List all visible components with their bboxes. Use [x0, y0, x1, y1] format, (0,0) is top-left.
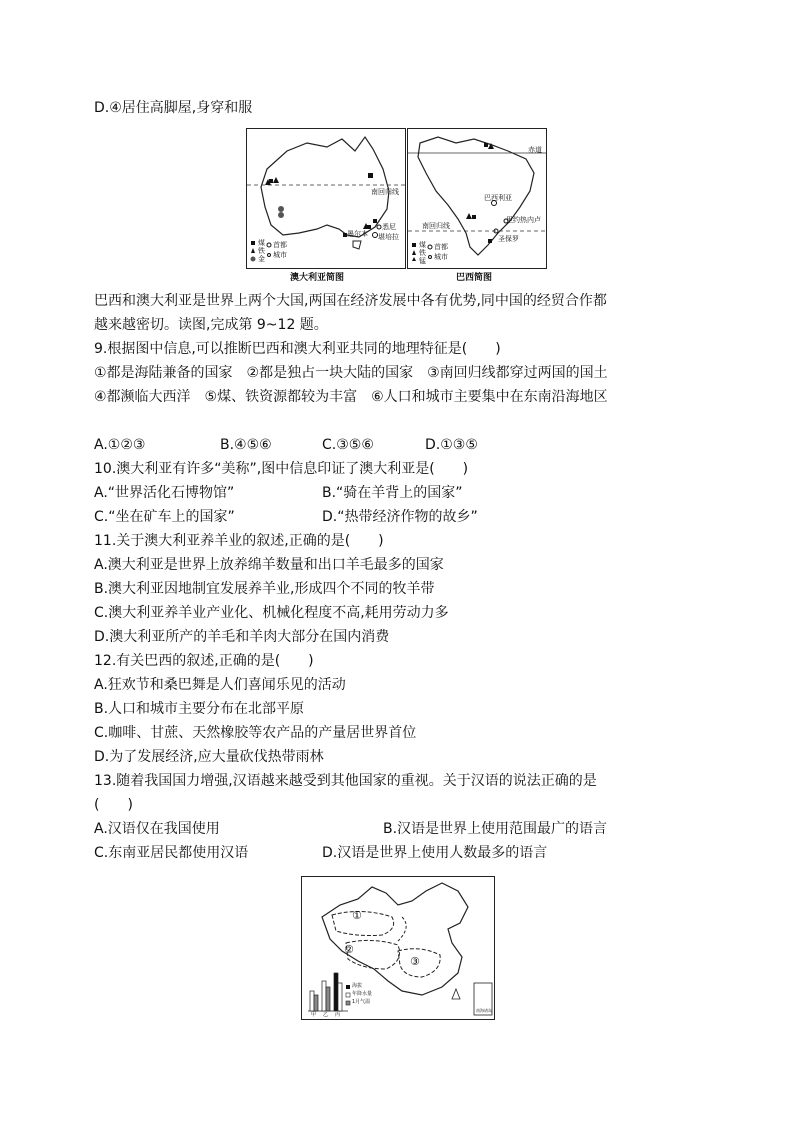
q13-option-a[interactable]: A.汉语仅在我国使用 — [94, 821, 220, 837]
brazil-city-rio: 里约热内卢 — [506, 216, 541, 224]
inset-label: 南海诸岛 — [476, 1008, 492, 1013]
china-map-drawing — [302, 877, 494, 1019]
region-2-label: ② — [344, 943, 354, 956]
q10-stem: 10.澳大利亚有许多“美称”,图中信息印证了澳大利亚是( ) — [94, 461, 469, 477]
q12-option-b[interactable]: B.人口和城市主要分布在北部平原 — [94, 701, 305, 717]
legend-altitude: 海拔 — [352, 983, 363, 989]
q13-stem-paren: ( ) — [94, 797, 133, 813]
legend-iron: 铁 — [258, 247, 265, 255]
q11-stem: 11.关于澳大利亚养羊业的叙述,正确的是( ) — [94, 533, 384, 549]
brazil-map-drawing — [408, 129, 546, 268]
q11-option-d[interactable]: D.澳大利亚所产的羊毛和羊肉大部分在国内消费 — [94, 629, 390, 645]
brazil-city-saopaulo: 圣保罗 — [498, 235, 519, 243]
q13-stem: 13.随着我国国力增强,汉语越来越受到其他国家的重视。关于汉语的说法正确的是 — [94, 773, 597, 789]
bar-label-yi: 乙 — [323, 1012, 329, 1018]
q9-option-b[interactable]: B.④⑤⑥ — [220, 437, 272, 453]
legend-precipitation: 年降水量 — [352, 991, 373, 997]
bar-label-jia: 甲 — [311, 1012, 317, 1018]
q11-option-b[interactable]: B.澳大利亚因地制宜发展养羊业,形成四个不同的牧羊带 — [94, 581, 435, 597]
q12-option-d[interactable]: D.为了发展经济,应大量砍伐热带雨林 — [94, 749, 324, 765]
legend-january-temperature: 1月气温 — [352, 999, 371, 1005]
q9-option-c[interactable]: C.③⑤⑥ — [322, 437, 374, 453]
q12-option-a[interactable]: A.狂欢节和桑巴舞是人们喜闻乐见的活动 — [94, 677, 346, 693]
legend-city: 城市 — [273, 251, 287, 259]
legend-capital: 首都 — [273, 241, 287, 249]
q9-stem: 9.根据图中信息,可以推断巴西和澳大利亚共同的地理特征是( ) — [94, 341, 501, 357]
australia-tropic-label: 南回归线 — [371, 188, 399, 196]
q11-option-a[interactable]: A.澳大利亚是世界上放养绵羊数量和出口羊毛最多的国家 — [94, 557, 444, 573]
brazil-equator-label: 赤道 — [528, 146, 542, 154]
q9-statements-1: ①都是海陆兼备的国家 ②都是独占一块大陆的国家 ③南回归线都穿过两国的国土 — [94, 365, 608, 381]
china-map — [301, 876, 495, 1020]
brazil-legend-coal: 煤 — [419, 241, 426, 249]
q13-option-c[interactable]: C.东南亚居民都使用汉语 — [94, 845, 249, 861]
bar-label-bing: 丙 — [335, 1012, 341, 1018]
brazil-legend-iron: 铁 — [419, 249, 426, 257]
q13-option-d[interactable]: D.汉语是世界上使用人数最多的语言 — [322, 845, 548, 861]
q13-option-b[interactable]: B.汉语是世界上使用范围最广的语言 — [383, 821, 608, 837]
q9-statements-2: ④都濒临大西洋 ⑤煤、铁资源都较为丰富 ⑥人口和城市主要集中在东南沿海地区 — [94, 389, 608, 405]
brazil-legend-capital: 首都 — [434, 243, 448, 251]
brazil-legend-city: 城市 — [434, 253, 448, 261]
region-3-label: ③ — [410, 955, 420, 968]
brazil-capital-label: 巴西利亚 — [484, 194, 512, 202]
q10-option-d[interactable]: D.“热带经济作物的故乡” — [322, 509, 478, 525]
australia-city-melbourne: 墨尔本 — [347, 230, 368, 238]
q10-option-c[interactable]: C.“坐在矿车上的国家” — [94, 509, 235, 525]
legend-coal: 煤 — [258, 239, 265, 247]
legend-gold: 金 — [258, 255, 265, 263]
q12-stem: 12.有关巴西的叙述,正确的是( ) — [94, 653, 314, 669]
brazil-map-caption: 巴西简图 — [456, 273, 493, 283]
q10-option-b[interactable]: B.“骑在羊背上的国家” — [322, 485, 463, 501]
brazil-legend-manganese: 锰 — [419, 257, 426, 265]
q9-option-d[interactable]: D.①③⑤ — [425, 437, 478, 453]
brazil-map — [407, 128, 547, 269]
brazil-tropic-label: 南回归线 — [422, 222, 450, 230]
intro-line-1: 巴西和澳大利亚是世界上两个大国,两国在经济发展中各有优势,同中国的经贸合作都 — [94, 293, 607, 309]
intro-line-2: 越来越密切。读图,完成第 9~12 题。 — [94, 317, 328, 333]
australia-city-sydney: 悉尼 — [382, 223, 396, 231]
australia-city-canberra: 堪培拉 — [378, 233, 399, 241]
q8-option-d: D.④居住高脚屋,身穿和服 — [94, 100, 253, 116]
australia-map-drawing — [247, 129, 405, 268]
q11-option-c[interactable]: C.澳大利亚养羊业产业化、机械化程度不高,耗用劳动力多 — [94, 605, 449, 621]
australia-map — [246, 128, 406, 269]
region-1-label: ① — [352, 909, 362, 922]
australia-map-caption: 澳大利亚简图 — [290, 273, 345, 283]
q10-option-a[interactable]: A.“世界活化石博物馆” — [94, 485, 235, 501]
q12-option-c[interactable]: C.咖啡、甘蔗、天然橡胶等农产品的产量居世界首位 — [94, 725, 417, 741]
q9-option-a[interactable]: A.①②③ — [94, 437, 146, 453]
